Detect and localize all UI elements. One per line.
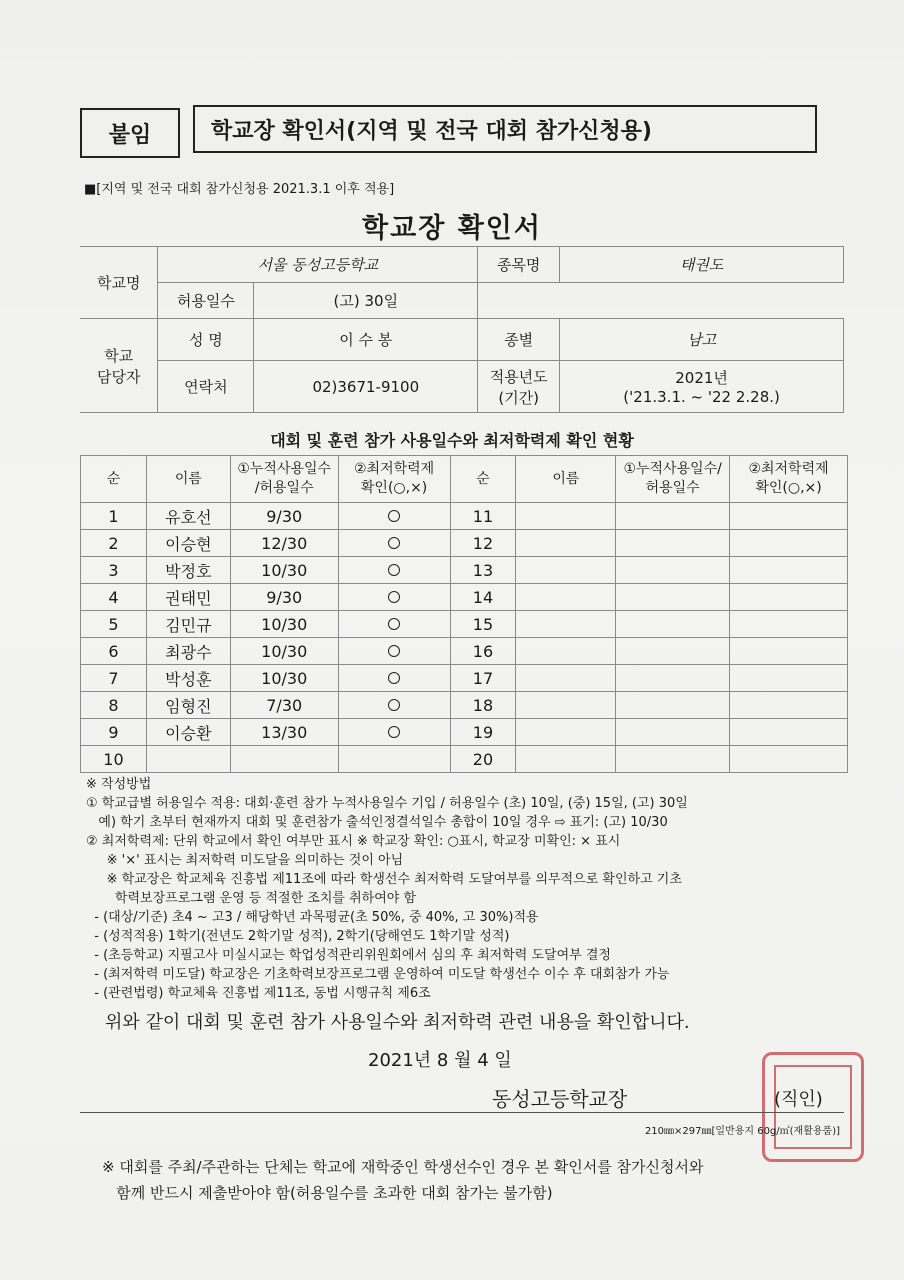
cell-no-right: 20 bbox=[450, 746, 516, 773]
cell-no: 3 bbox=[81, 557, 147, 584]
divider bbox=[80, 1112, 844, 1113]
confirmed-circle-icon bbox=[388, 510, 400, 522]
name-value: 이 수 봉 bbox=[254, 319, 478, 361]
cell-no: 7 bbox=[81, 665, 147, 692]
allowed-days-value: (고) 30일 bbox=[254, 283, 478, 319]
cell-days-right bbox=[616, 719, 730, 746]
instruction-line: - (초등학교) 지필고사 미실시교는 학업성적관리위원회에서 심의 후 최저학력 도달여부 결정 bbox=[86, 948, 611, 963]
sport-value: 태권도 bbox=[560, 247, 844, 283]
year-value: 2021년 ('21.3.1. ~ '22 2.28.) bbox=[560, 361, 844, 413]
header-academic: ②최저학력제 확인(○,×) bbox=[338, 456, 450, 503]
instruction-line: ※ 학교장은 학교체육 진흥법 제11조에 따라 학생선수 최저학력 도달여부를 의무적으로 확인하고 기초 bbox=[86, 872, 682, 887]
cell-no-right: 12 bbox=[450, 530, 516, 557]
table-header-row bbox=[81, 456, 848, 503]
cell-days: 9/30 bbox=[230, 584, 338, 611]
athlete-table bbox=[80, 455, 848, 773]
confirmed-circle-icon bbox=[388, 726, 400, 738]
cell-days-right bbox=[616, 746, 730, 773]
cell-ok bbox=[338, 692, 450, 719]
instruction-line: 학력보장프로그램 운영 등 적절한 조치를 취하여야 함 bbox=[86, 891, 416, 906]
confirmed-circle-icon bbox=[388, 699, 400, 711]
table-row bbox=[81, 530, 848, 557]
cell-ok bbox=[338, 638, 450, 665]
cell-days bbox=[230, 746, 338, 773]
cell-ok-right bbox=[730, 503, 848, 530]
cell-no: 2 bbox=[81, 530, 147, 557]
cell-ok-right bbox=[730, 611, 848, 638]
cell-no: 8 bbox=[81, 692, 147, 719]
cell-ok bbox=[338, 584, 450, 611]
contact-value: 02)3671-9100 bbox=[254, 361, 478, 413]
writing-instructions bbox=[86, 775, 856, 1003]
instruction-line: 예) 학기 초부터 현재까지 대회 및 훈련참가 출석인정결석일수 총합이 10일 경우 ⇨ 표기: (고) 10/30 bbox=[86, 815, 668, 830]
cell-name-right bbox=[516, 557, 616, 584]
cell-ok bbox=[338, 611, 450, 638]
instruction-line: - (관련법령) 학교체육 진흥법 제11조, 동법 시행규칙 제6조 bbox=[86, 986, 431, 1001]
cell-no: 4 bbox=[81, 584, 147, 611]
name-label: 성 명 bbox=[158, 319, 254, 361]
cell-ok-right bbox=[730, 719, 848, 746]
cell-ok-right bbox=[730, 638, 848, 665]
cell-no-right: 16 bbox=[450, 638, 516, 665]
table-row bbox=[81, 719, 848, 746]
cell-days: 10/30 bbox=[230, 638, 338, 665]
cell-name-right bbox=[516, 692, 616, 719]
cell-days: 9/30 bbox=[230, 503, 338, 530]
header-no-right: 순 bbox=[450, 456, 516, 503]
cell-days-right bbox=[616, 611, 730, 638]
cell-ok bbox=[338, 719, 450, 746]
cell-ok bbox=[338, 665, 450, 692]
category-label: 종별 bbox=[478, 319, 560, 361]
applicability-notice: ■[지역 및 전국 대회 참가신청용 2021.3.1 이후 적용] bbox=[84, 182, 395, 197]
cell-days-right bbox=[616, 503, 730, 530]
school-value: 서울 동성고등학교 bbox=[158, 247, 478, 283]
manager-label: 학교 담당자 bbox=[80, 319, 158, 413]
instruction-line: ② 최저학력제: 단위 학교에서 확인 여부만 표시 ※ 학교장 확인: ○표시, 학교장 미확인: × 표시 bbox=[86, 834, 621, 849]
cell-name-right bbox=[516, 611, 616, 638]
cell-ok-right bbox=[730, 692, 848, 719]
header-days: ①누적사용일수 /허용일수 bbox=[230, 456, 338, 503]
cell-no: 10 bbox=[81, 746, 147, 773]
header-name: 이름 bbox=[146, 456, 230, 503]
cell-name: 최광수 bbox=[146, 638, 230, 665]
sport-label: 종목명 bbox=[478, 247, 560, 283]
confirmation-statement: 위와 같이 대회 및 훈련 참가 사용일수와 최저학력 관련 내용을 확인합니다. bbox=[105, 1012, 690, 1033]
cell-name-right bbox=[516, 503, 616, 530]
cell-days: 10/30 bbox=[230, 611, 338, 638]
cell-name: 박정호 bbox=[146, 557, 230, 584]
table-row bbox=[81, 611, 848, 638]
cell-ok bbox=[338, 746, 450, 773]
cell-name: 박성훈 bbox=[146, 665, 230, 692]
cell-name-right bbox=[516, 719, 616, 746]
instruction-line: ※ 작성방법 bbox=[86, 777, 152, 792]
cell-name-right bbox=[516, 584, 616, 611]
header-no: 순 bbox=[81, 456, 147, 503]
school-label: 학교명 bbox=[80, 247, 158, 319]
cell-days: 13/30 bbox=[230, 719, 338, 746]
cell-ok-right bbox=[730, 746, 848, 773]
table-row bbox=[81, 665, 848, 692]
cell-name: 권태민 bbox=[146, 584, 230, 611]
confirmed-circle-icon bbox=[388, 672, 400, 684]
cell-days: 10/30 bbox=[230, 665, 338, 692]
instruction-line: ① 학교급별 허용일수 적용: 대회·훈련 참가 누적사용일수 기입 / 허용일수 (초) 10일, (중) 15일, (고) 30일 bbox=[86, 796, 688, 811]
cell-ok-right bbox=[730, 665, 848, 692]
table-row bbox=[81, 746, 848, 773]
instruction-line: ※ '×' 표시는 최저학력 미도달을 의미하는 것이 아님 bbox=[86, 853, 404, 868]
cell-days-right bbox=[616, 638, 730, 665]
instruction-line: - (대상/기준) 초4 ~ 고3 / 해당학년 과목평균(초 50%, 중 40%, 고 30%)적용 bbox=[86, 910, 539, 925]
table-row bbox=[81, 503, 848, 530]
confirmed-circle-icon bbox=[388, 645, 400, 657]
principal-title: 동성고등학교장 bbox=[492, 1087, 628, 1111]
year-label: 적용년도 (기간) bbox=[478, 361, 560, 413]
allowed-days-label: 허용일수 bbox=[158, 283, 254, 319]
cell-name-right bbox=[516, 530, 616, 557]
cell-no-right: 11 bbox=[450, 503, 516, 530]
header-academic-right: ②최저학력제 확인(○,×) bbox=[730, 456, 848, 503]
cell-no-right: 15 bbox=[450, 611, 516, 638]
confirmed-circle-icon bbox=[388, 564, 400, 576]
paper-size-note: 210㎜×297㎜[일반용지 60g/㎡(재활용품)] bbox=[644, 1126, 840, 1137]
school-info-table bbox=[80, 246, 844, 413]
cell-days: 12/30 bbox=[230, 530, 338, 557]
cell-days-right bbox=[616, 557, 730, 584]
cell-name: 이승환 bbox=[146, 719, 230, 746]
table-row bbox=[81, 557, 848, 584]
cell-name: 김민규 bbox=[146, 611, 230, 638]
cell-days: 7/30 bbox=[230, 692, 338, 719]
confirmed-circle-icon bbox=[388, 591, 400, 603]
footer-note: ※ 대회를 주최/주관하는 단체는 학교에 재학중인 학생선수인 경우 본 확인서를 참가신청서와 함께 반드시 제출받아야 함(허용일수를 초과한 대회 참가는 불가함) bbox=[102, 1158, 704, 1202]
cell-days-right bbox=[616, 584, 730, 611]
issue-date: 2021년 8 월 4 일 bbox=[368, 1050, 512, 1071]
cell-no: 6 bbox=[81, 638, 147, 665]
cell-ok bbox=[338, 530, 450, 557]
document-title: 학교장 확인서 bbox=[362, 213, 542, 244]
cell-name: 이승현 bbox=[146, 530, 230, 557]
cell-days-right bbox=[616, 530, 730, 557]
section-title: 대회 및 훈련 참가 사용일수와 최저학력제 확인 현황 bbox=[270, 431, 634, 450]
cell-days-right bbox=[616, 665, 730, 692]
confirmed-circle-icon bbox=[388, 537, 400, 549]
cell-no: 1 bbox=[81, 503, 147, 530]
instruction-line: - (최저학력 미도달) 학교장은 기초학력보장프로그램 운영하여 미도달 학생선수 이수 후 대회참가 가능 bbox=[86, 967, 670, 982]
cell-days: 10/30 bbox=[230, 557, 338, 584]
cell-name-right bbox=[516, 746, 616, 773]
cell-no-right: 18 bbox=[450, 692, 516, 719]
contact-label: 연락처 bbox=[158, 361, 254, 413]
cell-days-right bbox=[616, 692, 730, 719]
cell-name bbox=[146, 746, 230, 773]
cell-name-right bbox=[516, 665, 616, 692]
instruction-line: - (성적적용) 1학기(전년도 2학기말 성적), 2학기(당해연도 1학기말 성적) bbox=[86, 929, 510, 944]
cell-ok bbox=[338, 503, 450, 530]
cell-no-right: 14 bbox=[450, 584, 516, 611]
cell-name-right bbox=[516, 638, 616, 665]
cell-ok-right bbox=[730, 557, 848, 584]
cell-ok-right bbox=[730, 530, 848, 557]
cell-no-right: 13 bbox=[450, 557, 516, 584]
confirmed-circle-icon bbox=[388, 618, 400, 630]
cell-ok bbox=[338, 557, 450, 584]
cell-no: 5 bbox=[81, 611, 147, 638]
seal-label: (직인) bbox=[774, 1089, 823, 1110]
cell-ok-right bbox=[730, 584, 848, 611]
table-row bbox=[81, 584, 848, 611]
table-row bbox=[81, 638, 848, 665]
cell-name: 유호선 bbox=[146, 503, 230, 530]
cell-no-right: 17 bbox=[450, 665, 516, 692]
table-row bbox=[81, 692, 848, 719]
category-value: 남고 bbox=[560, 319, 844, 361]
header-days-right: ①누적사용일수/ 허용일수 bbox=[616, 456, 730, 503]
attachment-tag: 붙임 bbox=[80, 108, 180, 158]
cell-name: 임형진 bbox=[146, 692, 230, 719]
form-heading: 학교장 확인서(지역 및 전국 대회 참가신청용) bbox=[193, 105, 817, 153]
cell-no-right: 19 bbox=[450, 719, 516, 746]
header-name-right: 이름 bbox=[516, 456, 616, 503]
cell-no: 9 bbox=[81, 719, 147, 746]
